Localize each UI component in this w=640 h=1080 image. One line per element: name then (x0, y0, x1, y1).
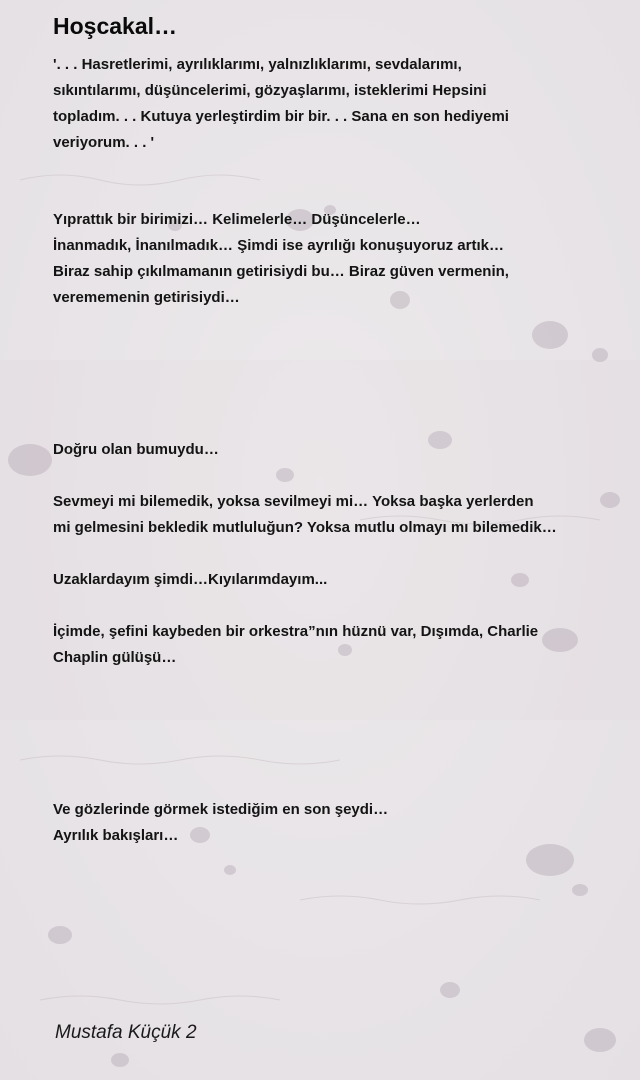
stanza-7 (53, 797, 613, 849)
poem-line: sıkıntılarımı, düşüncelerimi, gözyaşlarımı, isteklerimi Hepsini (53, 82, 487, 99)
poem-line: Yıprattık bir birimizi… Kelimelerle… Düşüncelerle… (53, 211, 421, 228)
poem-line: veriyorum. . . ' (53, 134, 155, 151)
poem-line: Ayrılık bakışları… (53, 827, 179, 844)
poem-line: mi gelmesini bekledik mutluluğun? Yoksa mutlu olmayı mı bilemedik… (53, 519, 557, 536)
poem-line: İnanmadık, İnanılmadık… Şimdi ise ayrılığı konuşuyoruz artık… (53, 237, 504, 254)
poem-line: '. . . Hasretlerimi, ayrılıklarımı, yalnızlıklarımı, sevdalarımı, (53, 56, 462, 73)
poem-line: Ve gözlerinde görmek istediğim en son şeydi… (53, 801, 389, 818)
poem-line: Doğru olan bumuydu… (53, 441, 219, 458)
stanza-5 (53, 567, 613, 593)
poem-line: verememenin getirisiydi… (53, 289, 240, 306)
stanza-6 (53, 619, 613, 671)
stanza-1 (53, 52, 613, 156)
poem-line: Biraz sahip çıkılmamanın getirisiydi bu… Biraz güven vermenin, (53, 263, 509, 280)
poem-line: İçimde, şefini kaybeden bir orkestra”nın hüznü var, Dışımda, Charlie (53, 623, 539, 640)
stanza-2 (53, 207, 613, 311)
poem-title: Hoşcakal… (53, 13, 178, 39)
poem-line: Uzaklardayım şimdi…Kıyılarımdayım... (53, 571, 328, 588)
stanza-3 (53, 437, 613, 463)
poem-line: topladım. . . Kutuya yerleştirdim bir bir. . . Sana en son hediyemi (53, 108, 509, 125)
poem-line: Chaplin gülüşü… (53, 649, 177, 666)
author-signature: Mustafa Küçük 2 (55, 1022, 197, 1043)
stanza-4 (53, 489, 613, 541)
poem-line: Sevmeyi mi bilemedik, yoksa sevilmeyi mi… Yoksa başka yerlerden (53, 493, 534, 510)
